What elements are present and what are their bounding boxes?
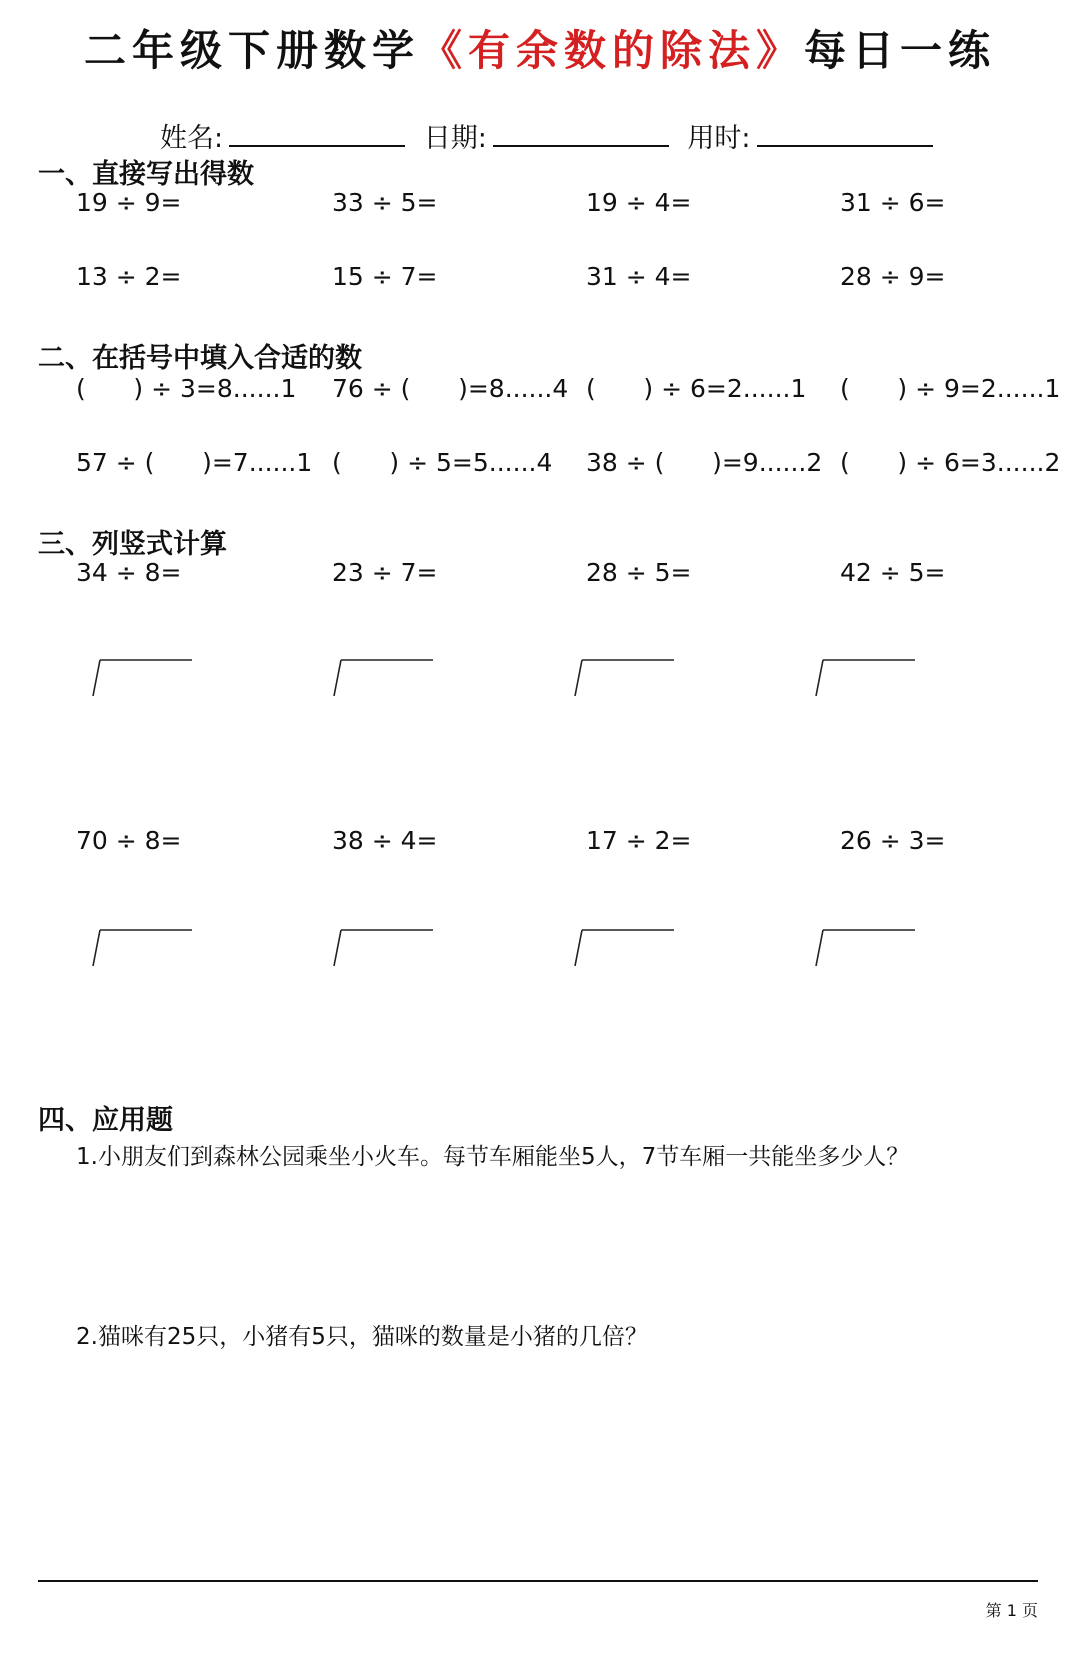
problem: 28 ÷ 5= bbox=[586, 558, 692, 587]
section4-title: 四、应用题 bbox=[38, 1105, 173, 1136]
long-division-bracket bbox=[92, 658, 192, 698]
problem: 19 ÷ 9= bbox=[76, 188, 182, 217]
info-line bbox=[160, 116, 943, 155]
problem: 38 ÷ 4= bbox=[332, 826, 438, 855]
problem: 70 ÷ 8= bbox=[76, 826, 182, 855]
problem: 19 ÷ 4= bbox=[586, 188, 692, 217]
problem: 13 ÷ 2= bbox=[76, 262, 182, 291]
name-label: 姓名: bbox=[160, 123, 224, 154]
fill-problem: 57 ÷ ( )=7......1 bbox=[76, 448, 313, 477]
long-division-bracket bbox=[333, 658, 433, 698]
section2-row bbox=[76, 448, 1061, 482]
page-number: 第 1 页 bbox=[985, 1601, 1038, 1620]
section1-row bbox=[76, 262, 1056, 296]
date-field bbox=[424, 116, 669, 155]
title-prefix: 二年级下册数学 bbox=[83, 26, 420, 75]
problem: 31 ÷ 6= bbox=[840, 188, 946, 217]
problem: 42 ÷ 5= bbox=[840, 558, 946, 587]
section3-row bbox=[76, 826, 1056, 860]
long-division-bracket bbox=[574, 658, 674, 698]
title-suffix: 每日一练 bbox=[804, 26, 997, 75]
problem: 17 ÷ 2= bbox=[586, 826, 692, 855]
time-field bbox=[687, 116, 932, 155]
word-problem-2: 2.猫咪有25只，小猪有5只，猫咪的数量是小猪的几倍？ bbox=[76, 1324, 648, 1350]
problem: 34 ÷ 8= bbox=[76, 558, 182, 587]
section3-title: 三、列竖式计算 bbox=[38, 529, 227, 560]
problem: 26 ÷ 3= bbox=[840, 826, 946, 855]
fill-problem: ( ) ÷ 6=2......1 bbox=[586, 374, 807, 403]
section1-row bbox=[76, 188, 1056, 222]
page-title bbox=[0, 18, 1080, 78]
fill-problem: ( ) ÷ 3=8......1 bbox=[76, 374, 297, 403]
name-blank[interactable] bbox=[229, 125, 405, 147]
long-division-bracket bbox=[92, 928, 192, 968]
name-field bbox=[160, 116, 405, 155]
fill-problem: ( ) ÷ 9=2......1 bbox=[840, 374, 1061, 403]
problem: 31 ÷ 4= bbox=[586, 262, 692, 291]
footer-divider bbox=[38, 1580, 1038, 1582]
problem: 28 ÷ 9= bbox=[840, 262, 946, 291]
title-accent: 《有余数的除法》 bbox=[419, 26, 804, 75]
fill-problem: 38 ÷ ( )=9......2 bbox=[586, 448, 823, 477]
date-label: 日期: bbox=[423, 123, 487, 154]
time-blank[interactable] bbox=[757, 125, 933, 147]
problem: 15 ÷ 7= bbox=[332, 262, 438, 291]
word-problem-1: 1.小朋友们到森林公园乘坐小火车。每节车厢能坐5人，7节车厢一共能坐多少人？ bbox=[76, 1144, 910, 1170]
problem: 33 ÷ 5= bbox=[332, 188, 438, 217]
long-division-bracket bbox=[815, 658, 915, 698]
fill-problem: 76 ÷ ( )=8......4 bbox=[332, 374, 569, 403]
section2-row bbox=[76, 374, 1061, 408]
long-division-bracket bbox=[333, 928, 433, 968]
fill-problem: ( ) ÷ 6=3......2 bbox=[840, 448, 1061, 477]
fill-problem: ( ) ÷ 5=5......4 bbox=[332, 448, 553, 477]
time-label: 用时: bbox=[687, 123, 751, 154]
section1-title: 一、直接写出得数 bbox=[38, 159, 254, 190]
date-blank[interactable] bbox=[493, 125, 669, 147]
long-division-bracket bbox=[574, 928, 674, 968]
problem: 23 ÷ 7= bbox=[332, 558, 438, 587]
long-division-bracket bbox=[815, 928, 915, 968]
section3-row bbox=[76, 558, 1056, 592]
section2-title: 二、在括号中填入合适的数 bbox=[38, 343, 362, 374]
